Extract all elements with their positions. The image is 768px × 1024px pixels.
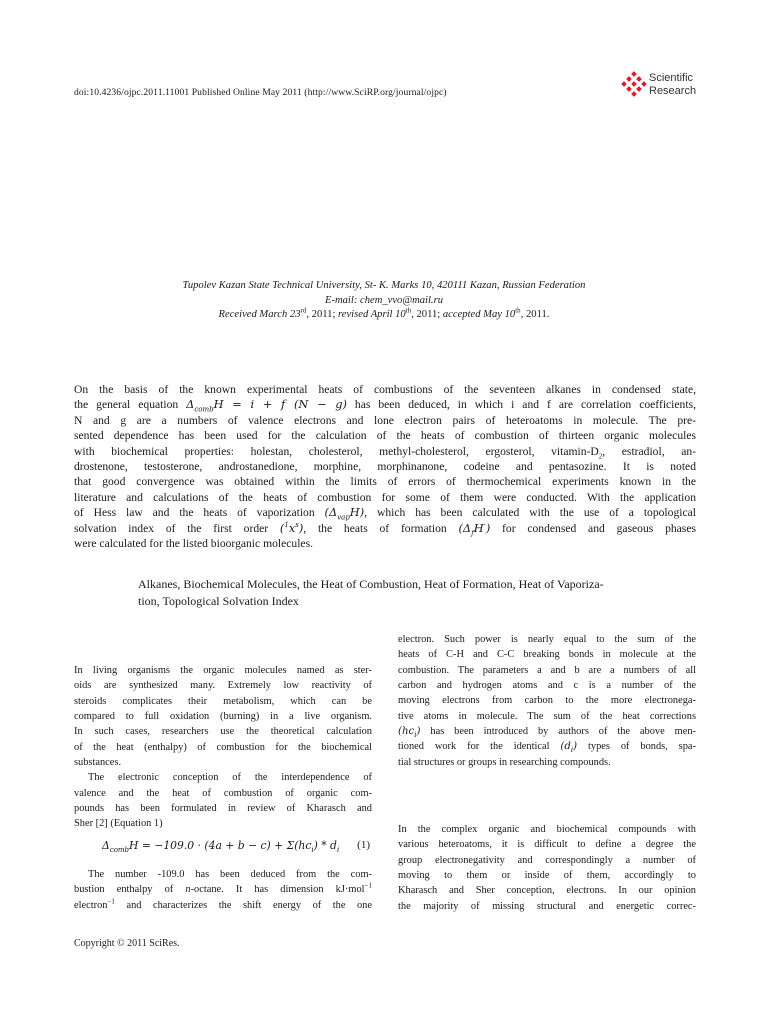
abstract-line: drostenone, testosterone, androstanedione, morphine, morphinanone, codeine and pentasozine. It is noted	[74, 460, 696, 474]
eq-superscript: ·	[483, 520, 486, 529]
delta-symbol: Δ	[102, 839, 110, 852]
body-line: of the heat (enthalpy) of combustion for the biochemical	[74, 741, 372, 753]
eq-open: (Δ	[324, 505, 338, 520]
delta-symbol: Δ	[186, 397, 195, 412]
keywords-line: tion, Topological Solvation Index	[138, 593, 299, 608]
eq-close: )	[485, 520, 491, 535]
keywords	[138, 576, 698, 609]
eq-close: )	[573, 741, 578, 753]
eq-close: )	[298, 520, 304, 535]
received-year: , 2011;	[306, 309, 339, 320]
eq-subscript: i	[336, 846, 340, 855]
abstract-text: has been deduced, in which i and f are correlation coefficients,	[346, 398, 696, 412]
abstract-text: , which has been calculated with the use of a topological	[364, 506, 696, 520]
eq-body: x	[288, 520, 296, 535]
eq-open: (d	[560, 741, 571, 753]
body-line: heats of C-H and C-C breaking bonds in molecule at the	[398, 649, 696, 661]
eq-subscript: f	[471, 528, 474, 537]
affiliation-block	[60, 279, 708, 323]
publisher-logo	[621, 71, 701, 99]
body-line	[74, 898, 372, 913]
eq-subscript: comb	[194, 405, 214, 414]
unit-superscript: −1	[364, 881, 373, 890]
abstract-line	[74, 521, 696, 536]
equation-number: (1)	[357, 839, 370, 851]
body-text: -octane. It has dimension kJ·mol	[190, 884, 365, 896]
eq-subscript: i	[311, 846, 314, 855]
body-line: Sher [2] (Equation 1)	[74, 818, 163, 830]
body-line: The electronic conception of the interdependence of	[88, 772, 372, 784]
body-line	[398, 724, 696, 739]
eq-body: H = −109.0 · (4a + b − c) + Σ(hc	[129, 839, 312, 852]
copyright-footer: Copyright © 2011 SciRes.	[74, 938, 180, 949]
abstract-line: N and g are a numbers of valence electrons and lone electron pairs of heteroatoms in molecule. The pre-	[74, 413, 696, 427]
abstract-text: of Hess law and the heats of vaporization	[74, 506, 325, 520]
body-line: the majority of missing structural and energetic correc-	[398, 900, 696, 912]
abstract-text: the general equation	[74, 398, 187, 412]
body-line: pounds has been formulated in review of Kharasch and	[74, 803, 372, 815]
body-line: substances.	[74, 757, 122, 769]
abstract-line	[74, 444, 696, 459]
unit-superscript: −1	[107, 897, 115, 906]
equation-inline	[324, 505, 365, 522]
equation-inline	[458, 521, 490, 535]
accepted-year: , 2011.	[520, 309, 550, 320]
affiliation-line: Tupolev Kazan State Technical University, St- K. Marks 10, 420111 Kazan, Russian Federation	[182, 280, 586, 291]
body-line	[74, 882, 372, 897]
body-line: moving to them or inside of them, accordingly to	[398, 870, 696, 882]
vitamin-subscript: 2	[598, 451, 603, 460]
eq-open: (	[279, 520, 285, 535]
abstract-line: that good convergence was obtained within the limits of errors of thermochemical experiments known in the	[74, 475, 696, 489]
equation-inline	[560, 741, 578, 755]
eq-subscript: i	[570, 746, 574, 755]
publisher-line2: Research	[649, 84, 697, 97]
revised-suffix: th	[405, 306, 412, 315]
publisher-name	[649, 72, 696, 97]
eq-open: (Δ	[458, 520, 472, 535]
abstract-text: with biochemical properties: holestan, cholesterol, methyl-cholesterol, ergosterol, vitamin-D	[74, 444, 599, 458]
body-line: In the complex organic and biochemical compounds with	[398, 824, 696, 835]
keywords-line: Alkanes, Biochemical Molecules, the Heat of Combustion, Heat of Formation, Heat of Vaporiza-	[138, 577, 604, 591]
body-line: steroids complicates their metabolism, which can be	[74, 695, 372, 707]
body-line	[398, 739, 696, 754]
eq-superscript: 1	[284, 520, 289, 529]
received-suffix: rd	[300, 306, 307, 315]
body-line: group electronegativity and correspondingly a number of	[398, 854, 696, 866]
equation-1-body	[102, 839, 340, 855]
eq-superscript: s	[295, 520, 299, 529]
abstract-line	[74, 505, 696, 520]
publisher-line1: Scientific	[649, 72, 694, 84]
eq-body: H)	[349, 505, 365, 520]
dates-line	[60, 308, 708, 323]
abstract-text: , the heats of formation	[303, 521, 459, 535]
abstract-line	[74, 397, 696, 412]
body-line: various heteroatoms, it is difficult to define a degree the	[398, 839, 696, 851]
body-italic: n	[185, 884, 191, 896]
abstract-line: On the basis of the known experimental heats of combustions of the seventeen alkanes in condensed state,	[74, 383, 696, 396]
scientific-research-logo-icon	[621, 71, 647, 99]
body-line: Kharasch and Sher conception, electrons. In our opinion	[398, 885, 696, 897]
abstract-text: for condensed and gaseous phases	[490, 521, 696, 535]
body-line: In living organisms the organic molecules named as ster-	[74, 665, 372, 676]
eq-body: ) * d	[313, 839, 337, 852]
accepted-suffix: th	[515, 306, 521, 315]
body-line: tial structures or groups in researching compounds.	[398, 756, 611, 768]
body-line: carbon and hydrogen atoms and c is a number of the	[398, 680, 696, 692]
body-line: electron. Such power is nearly equal to the sum of the	[398, 634, 696, 645]
eq-subscript: vap	[337, 513, 350, 522]
body-line: compared to full oxidation (burning) in a live organism.	[74, 711, 372, 723]
body-line: valence and the heat of combustion of organic com-	[74, 787, 372, 799]
revised-year: , 2011;	[411, 309, 443, 320]
equation-inline	[186, 397, 347, 414]
body-text: types of bonds, spa-	[577, 741, 696, 753]
abstract	[74, 382, 696, 551]
abstract-line: sented dependence has been used for the calculation of the heats of combustion of thirteen organic molecules	[74, 429, 696, 443]
doi-header: doi:10.4236/ojpc.2011.11001 Published Online May 2011 (http://www.SciRP.org/journal/ojpc)	[74, 87, 447, 98]
body-text: has been introduced by authors of the above men-	[420, 726, 696, 738]
eq-open: (hc	[398, 726, 415, 738]
equation-inline	[398, 726, 421, 740]
body-line: combustion. The parameters a and b are a numbers of all	[398, 664, 696, 676]
abstract-text: , estradiol, an-	[602, 444, 696, 458]
body-line: oids are synthesized many. Extremely low reactivity of	[74, 680, 372, 692]
body-line: moving electrons from carbon to the more electronega-	[398, 695, 696, 707]
body-line: The number -109.0 has been deduced from the com-	[88, 869, 372, 880]
abstract-line: were calculated for the listed bioorganic molecules.	[74, 537, 313, 551]
accepted-date: accepted May 10	[442, 309, 516, 320]
eq-body: H = i + f (N − g)	[213, 397, 347, 412]
body-line: In such cases, researchers use the theoretical calculation	[74, 726, 372, 738]
left-column-continued	[74, 867, 372, 913]
eq-body: H	[473, 520, 484, 535]
body-text: electron	[74, 899, 108, 911]
abstract-line: literature and calculations of the heats of combustion for some of them were conducted. With the application	[74, 490, 696, 504]
body-text: bustion enthalpy of	[74, 884, 186, 896]
equation-inline	[280, 521, 303, 535]
revised-date: revised April 10	[338, 309, 406, 320]
email-address[interactable]: chem_vvo@mail.ru	[360, 294, 443, 306]
body-text: tioned work for the identical	[398, 741, 561, 753]
body-text: and characterizes the shift energy of the one	[114, 899, 372, 911]
equation-1	[74, 839, 372, 857]
body-line: tive atoms in molecule. The sum of the heat corrections	[398, 710, 696, 722]
left-column-intro	[74, 663, 372, 832]
eq-close: )	[416, 726, 421, 738]
right-column-bottom	[398, 822, 696, 914]
received-date: Received March 23	[218, 309, 301, 320]
right-column-top	[398, 632, 696, 770]
email-line	[60, 294, 708, 309]
eq-subscript: i	[414, 731, 417, 740]
email-label: E-mail:	[324, 294, 360, 306]
abstract-text: solvation index of the first order	[74, 521, 280, 535]
eq-subscript: comb	[109, 846, 130, 855]
